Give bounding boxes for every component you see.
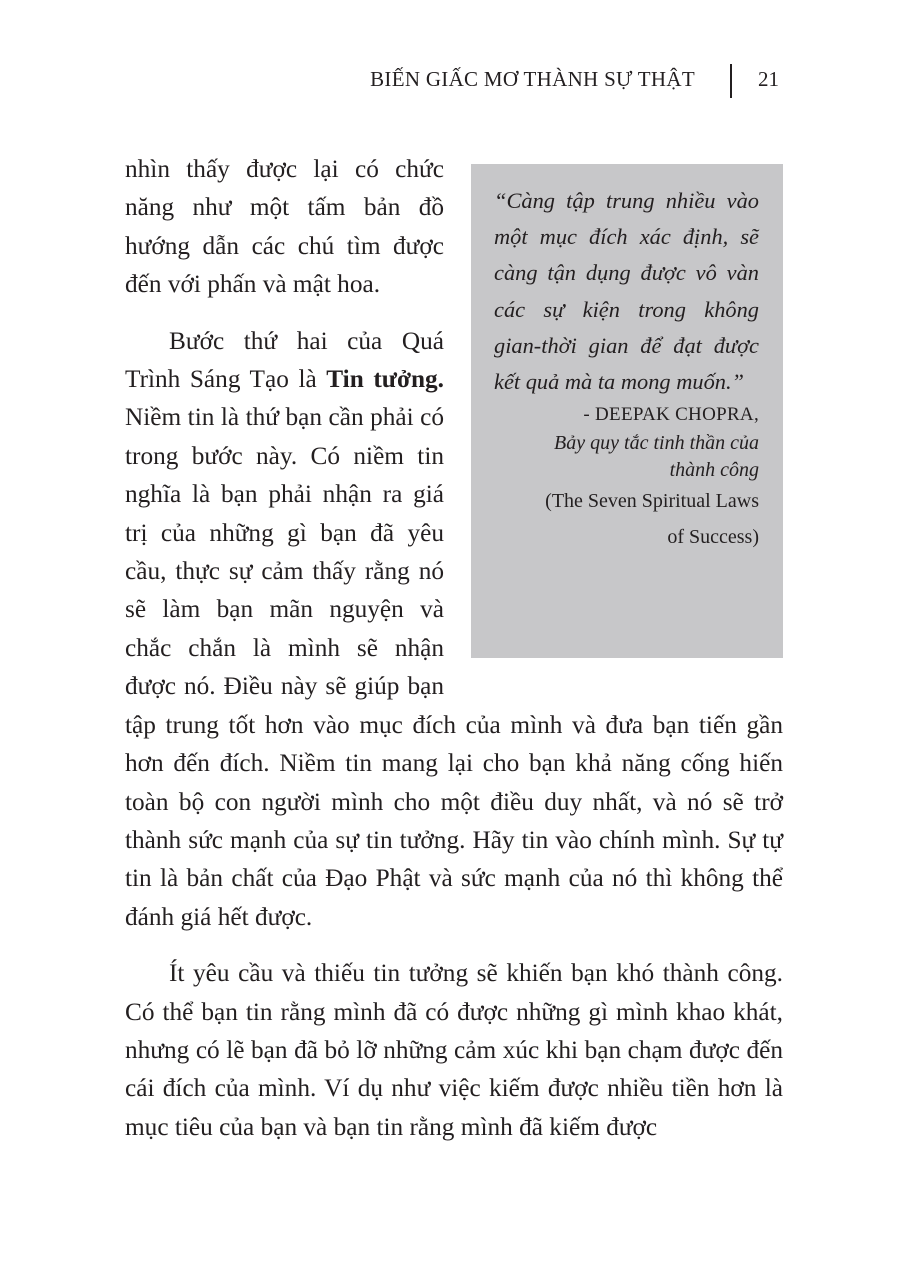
pull-quote-text: “Càng tập trung nhiều vào một mục đích xác định, sẽ càng tận dụng được vô vàn các sự kiện trong không gian-thời gian để đạt được kết quả mà ta mong muốn.” bbox=[494, 188, 759, 395]
pull-quote-source-vi bbox=[494, 430, 759, 483]
header-divider bbox=[730, 64, 732, 98]
running-header bbox=[0, 64, 910, 98]
pull-quote-source-vi-line2: thành công bbox=[669, 458, 759, 481]
page-body bbox=[125, 150, 783, 1146]
running-title: BIẾN GIẤC MƠ THÀNH SỰ THẬT bbox=[370, 67, 695, 91]
pull-quote-source-en-line2: of Success) bbox=[667, 526, 759, 549]
paragraph-3: Ít yêu cầu và thiếu tin tưởng sẽ khiến bạn khó thành công. Có thể bạn tin rằng mình đã có được những gì mình khao khát, nhưng có lẽ bạn đã bỏ lỡ những cảm xúc khi bạn chạm được đến cái đích của mình. Ví dụ như việc kiếm được nhiều tiền hơn là mục tiêu của bạn và bạn tin rằng mình đã kiếm được bbox=[125, 959, 783, 1141]
paragraph-2-rest: Niềm tin là thứ bạn cần phải có trong bước này. Có niềm tin nghĩa là bạn phải nhận ra giá trị của những gì bạn đã yêu cầu, thực sự cảm thấy rằng nó sẽ làm bạn mãn nguyện và chắc chắn là mình sẽ nhận được nó. Điều này sẽ giúp bạn tập trung tốt hơn vào mục đích của mình và đưa bạn tiến gần hơn đến đích. Niềm tin mang lại cho bạn khả năng cống hiến toàn bộ con người mình cho một điều duy nhất, và nó sẽ trở thành sức mạnh của sự tin tưởng. Hãy tin vào chính mình. Sự tự tin là bản chất của Đạo Phật và sức mạnh của nó thì không thể đánh giá hết được. bbox=[125, 403, 783, 931]
paragraph-1: nhìn thấy được lại có chức năng như một tấm bản đồ hướng dẫn các chú tìm được đến với phấn và mật hoa. bbox=[125, 155, 444, 299]
paragraph-2-bold-term: Tin tưởng. bbox=[326, 365, 444, 394]
pull-quote-box bbox=[471, 164, 783, 658]
paragraph-2-lead: Bước thứ hai của Quá Trình Sáng Tạo là bbox=[125, 326, 444, 394]
pull-quote-source-en bbox=[494, 483, 759, 555]
pull-quote-source-en-line1: (The Seven Spiritual Laws bbox=[545, 490, 759, 513]
pull-quote-source-vi-line1: Bảy quy tắc tinh thần của bbox=[554, 432, 759, 455]
page-number: 21 bbox=[758, 67, 779, 91]
pull-quote-author: - DEEPAK CHOPRA, bbox=[583, 404, 759, 426]
